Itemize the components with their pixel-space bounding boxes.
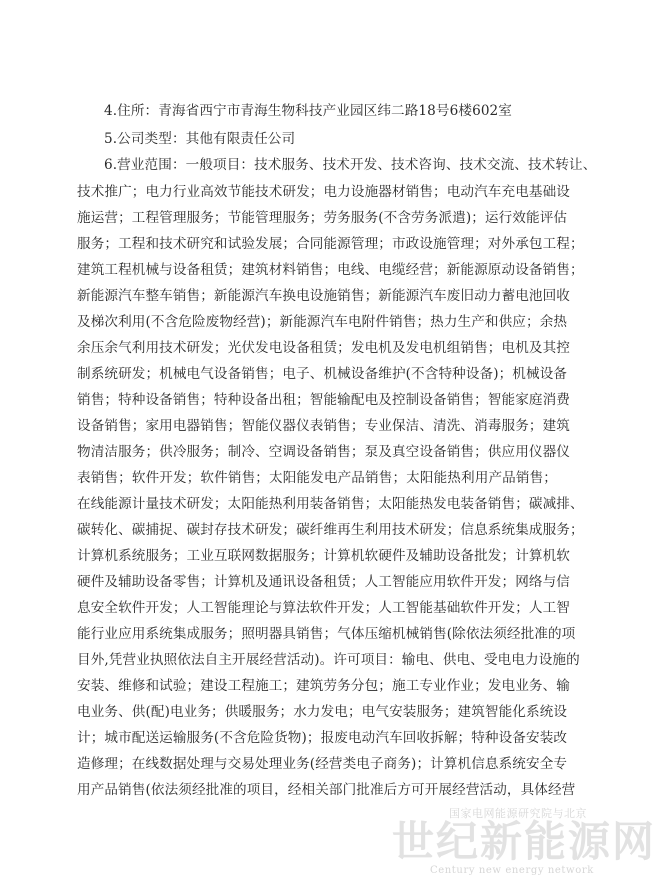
text-line: 计算机系统服务；工业互联网数据服务；计算机软硬件及辅助设备批发；计算机软 <box>77 548 570 564</box>
text-line-address: 4.住所：青海省西宁市青海生物科技产业园区纬二路18号6楼602室 <box>104 103 513 119</box>
text-line-company-type: 5.公司类型：其他有限责任公司 <box>104 131 296 147</box>
watermark-caption: 国家电网能源研究院与北京 <box>449 807 587 820</box>
text-line: 设备销售；家用电器销售；智能仪器仪表销售；专业保洁、清洗、消毒服务；建筑 <box>77 418 570 434</box>
text-line: 在线能源计量技术研发；太阳能热利用装备销售；太阳能热发电装备销售；碳减排、 <box>77 496 584 512</box>
text-line-business-scope: 6.营业范围：一般项目：技术服务、技术开发、技术咨询、技术交流、技术转让、 <box>104 157 597 173</box>
text-line: 用产品销售(依法须经批准的项目，经相关部门批准后方可开展经营活动，具体经营 <box>77 782 576 798</box>
watermark-logo: 世纪新能源网 <box>392 817 656 866</box>
text-line: 技术推广；电力行业高效节能技术研发；电力设施器材销售；电动汽车充电基础设 <box>77 184 570 200</box>
text-line: 硬件及辅助设备零售；计算机及通讯设备租赁；人工智能应用软件开发；网络与信 <box>77 574 570 590</box>
text-line: 及梯次利用(不含危险废物经营)；新能源汽车电附件销售；热力生产和供应；余热 <box>77 314 568 330</box>
text-line: 能行业应用系统集成服务；照明器具销售；气体压缩机械销售(除依法须经批准的项 <box>77 626 576 642</box>
text-line: 安装、维修和试验；建设工程施工；建筑劳务分包；施工专业作业；发电业务、输 <box>77 678 570 694</box>
text-line: 施运营；工程管理服务；节能管理服务；劳务服务(不含劳务派遣)；运行效能评估 <box>77 210 568 226</box>
text-line: 造修理；在线数据处理与交易处理业务(经营类电子商务)；计算机信息系统安全专 <box>77 756 568 772</box>
text-line: 电业务、供(配)电业务；供暖服务；水力发电；电气安装服务；建筑智能化系统设 <box>77 704 568 720</box>
text-line: 服务；工程和技术研究和试验发展；合同能源管理；市政设施管理；对外承包工程； <box>77 236 584 252</box>
text-line: 物清洁服务；供冷服务；制冷、空调设备销售；泵及真空设备销售；供应用仪器仪 <box>77 444 570 460</box>
text-line: 计；城市配送运输服务(不含危险货物)；报废电动汽车回收拆解；特种设备安装改 <box>77 730 568 746</box>
text-line: 碳转化、碳捕捉、碳封存技术研发；碳纤维再生利用技术研发；信息系统集成服务； <box>77 522 584 538</box>
text-line: 销售；特种设备销售；特种设备出租；智能输配电及控制设备销售；智能家庭消费 <box>77 392 570 408</box>
text-line: 建筑工程机械与设备租赁；建筑材料销售；电线、电缆经营；新能源原动设备销售； <box>77 262 584 278</box>
text-line: 余压余气利用技术研发；光伏发电设备租赁；发电机及发电机组销售；电机及其控 <box>77 340 570 356</box>
text-line: 表销售；软件开发；软件销售；太阳能发电产品销售；太阳能热利用产品销售； <box>77 470 557 486</box>
text-line: 新能源汽车整车销售；新能源汽车换电设施销售；新能源汽车废旧动力蓄电池回收 <box>77 288 570 304</box>
text-line: 息安全软件开发；人工智能理论与算法软件开发；人工智能基础软件开发；人工智 <box>77 600 570 616</box>
watermark-english: Century new energy network <box>430 865 594 876</box>
text-line: 目外,凭营业执照依法自主开展经营活动)。许可项目：输电、供电、受电电力设施的 <box>77 652 580 668</box>
text-line: 制系统研发；机械电气设备销售；电子、机械设备维护(不含特种设备)；机械设备 <box>77 366 568 382</box>
